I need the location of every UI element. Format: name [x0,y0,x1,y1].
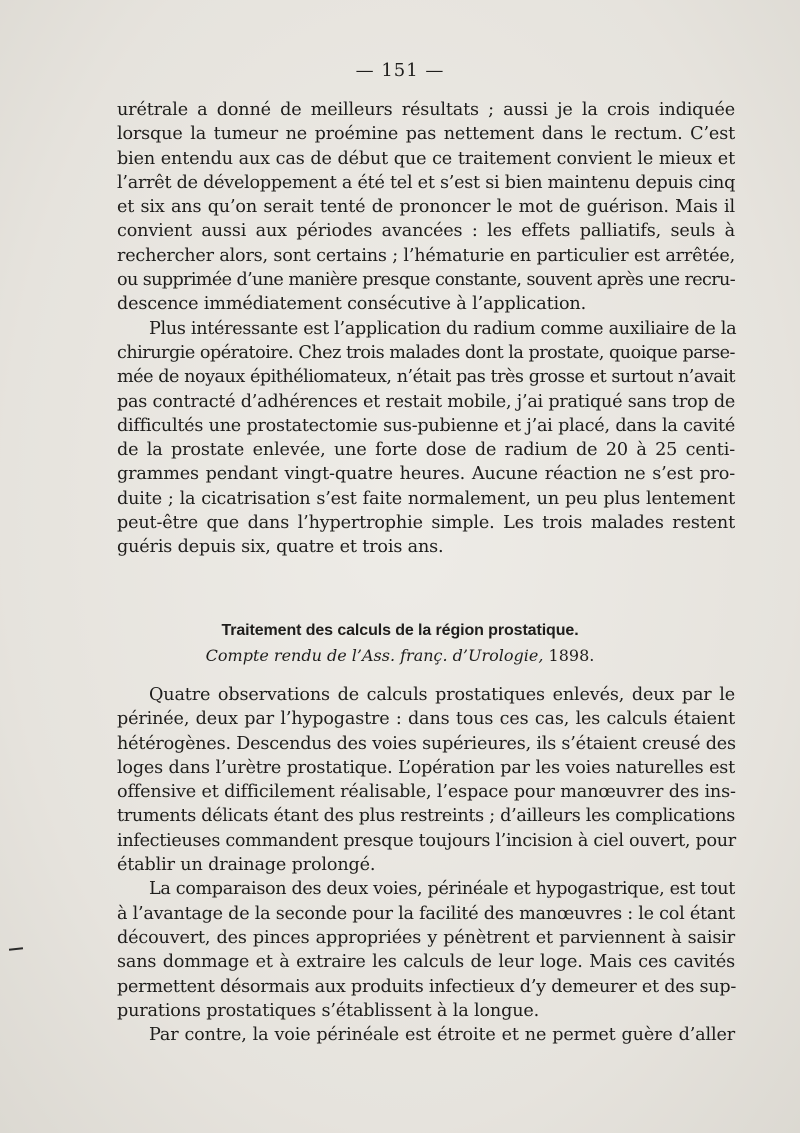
subtitle-year: 1898. [548,646,595,665]
text-line: sans dommage et à extraire les calculs de leur loge. Mais ces cavités [117,952,735,973]
subtitle-source: Compte rendu de l’Ass. franç. d’Urologie, [205,646,544,665]
text-line: convient aussi aux périodes avancées : les effets palliatifs, seuls à [117,221,735,242]
text-line: loges dans l’urètre prostatique. L’opération par les voies naturelles est [117,757,735,778]
section-subtitle [0,646,800,665]
text-line: infectieuses commandent presque toujours l’incision à ciel ouvert, pour [117,830,736,851]
text-line: Quatre observations de calculs prostatiques enlevés, deux par le [149,685,735,705]
text-line: périnée, deux par l’hypogastre : dans tous ces cas, les calculs étaient [117,709,735,730]
text-line: de la prostate enlevée, une forte dose de radium de 20 à 25 centi- [117,440,735,461]
text-line: La comparaison des deux voies, périnéale et hypogastrique, est tout [149,879,735,900]
text-line: urétrale a donné de meilleurs résultats ; aussi je la crois indiquée [117,100,735,120]
text-line: rechercher alors, sont certains ; l’hématurie en particulier est arrêtée, [117,245,735,266]
text-line: offensive et difficilement réalisable, l’espace pour manœuvrer des ins- [117,782,736,803]
page-number: — 151 — [355,60,445,81]
text-line: hétérogènes. Descendus des voies supérieures, ils s’étaient creusé des [117,733,736,754]
text-line: ou supprimée d’une manière presque constante, souvent après une recru- [117,270,735,291]
text-line: chirurgie opératoire. Chez trois malades dont la prostate, quoique parse- [117,342,735,363]
text-line: mée de noyaux épithéliomateux, n’était pas très grosse et surtout n’avait [117,367,735,388]
section-heading: Traitement des calculs de la région prostatique. [221,622,579,639]
text-line: établir un drainage prolongé. [117,855,376,876]
margin-mark [9,947,23,950]
text-line: descence immédiatement consécutive à l’application. [117,294,587,315]
text-line: guéris depuis six, quatre et trois ans. [117,537,444,558]
text-line: pas contracté d’adhérences et restait mobile, j’ai pratiqué sans trop de [117,391,735,412]
text-line: bien entendu aux cas de début que ce traitement convient le mieux et [117,148,735,169]
text-line: truments délicats étant des plus restreints ; d’ailleurs les complications [117,806,736,827]
text-line: lorsque la tumeur ne proémine pas nettement dans le rectum. C’est [117,124,735,145]
text-line: découvert, des pinces appropriées y pénètrent et parviennent à saisir [117,927,735,948]
text-line: Plus intéressante est l’application du radium comme auxiliaire de la [149,318,737,339]
text-line: à l’avantage de la seconde pour la facilité des manœuvres : le col étant [117,903,735,924]
text-line: permettent désormais aux produits infectieux d’y demeurer et des sup- [117,976,737,997]
text-line: l’arrêt de développement a été tel et s’est si bien maintenu depuis cinq [117,172,736,193]
text-block-radium [117,98,735,560]
text-line: grammes pendant vingt-quatre heures. Aucune réaction ne s’est pro- [117,464,735,485]
text-line: duite ; la cicatrisation s’est faite normalement, un peu plus lentement [117,488,735,509]
text-line: et six ans qu’on serait tenté de prononcer le mot de guérison. Mais il [117,197,735,218]
text-line: Par contre, la voie périnéale est étroite et ne permet guère d’aller [149,1025,735,1046]
text-line: purations prostatiques s’établissent à la longue. [117,1000,540,1021]
text-block-calculs [117,683,735,1047]
text-line: difficultés une prostatectomie sus-pubienne et j’ai placé, dans la cavité [117,415,735,436]
text-line: peut-être que dans l’hypertrophie simple. Les trois malades restent [117,513,735,534]
